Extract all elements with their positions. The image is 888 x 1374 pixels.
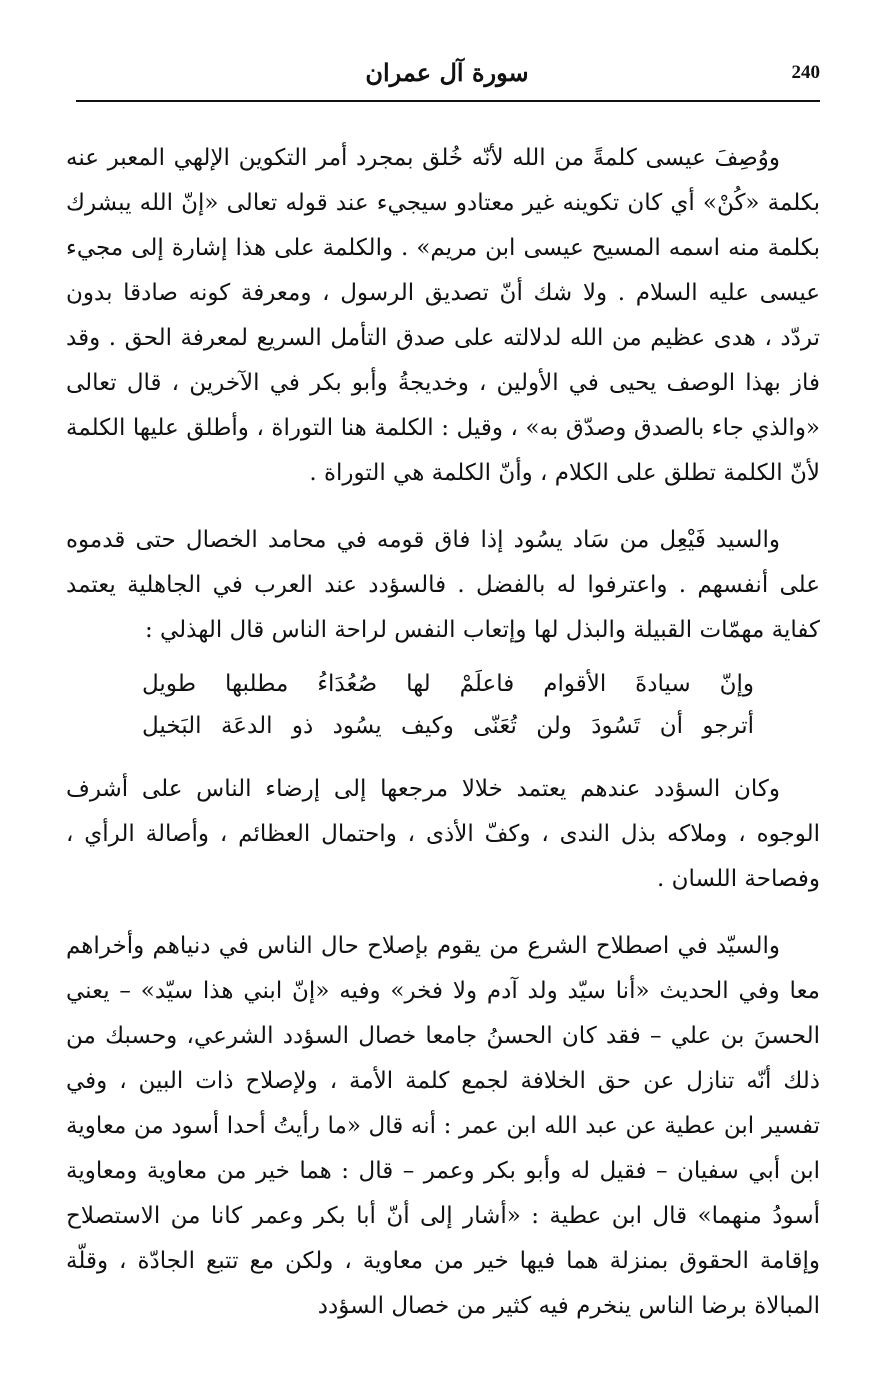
paragraph-sudad: وكان السؤدد عندهم يعتمد خلالا مرجعها إلى إرضاء الناس على أشرف الوجوه ، وملاكه بذل الندى ، وكفّ الأذى ، واحتمال العظائم ، وأصالة الرأي ، وفصاحة اللسان .: [66, 776, 820, 892]
poem-line: وإنّ سيادةَ الأقوام فاعلَمْ لها صُعُدَاءُ مطلبها طويل: [142, 671, 754, 697]
paragraph-sharia: والسيّد في اصطلاح الشرع من يقوم بإصلاح حال الناس في دنياهم وأخراهم معا وفي الحديث «أنا سيّد ولد آدم ولا فخر» وفيه «إنّ ابني هذا سيّد» – يعني الحسنَ بن علي – فقد كان الحسنُ جامعا خصال السؤدد الشرعي، وحسبك من ذلك أنّه تنازل عن حق الخلافة لجمع كلمة الأمة ، ولإصلاح ذات البين ، وفي تفسير ابن عطية عن عبد الله ابن عمر : أنه قال «ما رأيتُ أحدا أسود من معاوية ابن أبي سفيان – فقيل له وأبو بكر وعمر – قال : هما خير من معاوية ومعاوية أسودُ منهما» قال ابن عطية : «أشار إلى أنّ أبا بكر وعمر كانا من الاستصلاح وإقامة الحقوق بمنزلة هما فيها خير من معاوية ، ولكن مع تتبع الجادّة ، وقلّة المبالاة برضا الناس ينخرم فيه كثير من خصال السؤدد: [66, 933, 820, 1319]
poem-quotation: [66, 663, 820, 747]
page-header: [74, 58, 820, 98]
page-content: [66, 136, 820, 1329]
header-rule: [76, 100, 820, 102]
page-number: 240: [791, 62, 820, 83]
running-title: سورة آل عمران: [365, 58, 529, 87]
poem-line: أترجو أن تَسُودَ ولن تُعَنّى وكيف يسُود ذو الدعَة البَخيل: [142, 713, 754, 739]
paragraph-kalima: ووُصِفَ عيسى كلمةً من الله لأنّه خُلق بمجرد أمر التكوين الإلهي المعبر عنه بكلمة «كُنْ» أي كان تكوينه غير معتادو سيجيء عند قوله تعالى «إنّ الله يبشرك بكلمة منه اسمه المسيح عيسى ابن مريم» . والكلمة على هذا إشارة إلى مجيء عيسى عليه السلام . ولا شك أنّ تصديق الرسول ، ومعرفة كونه صادقا بدون تردّد ، هدى عظيم من الله لدلالته على صدق التأمل السريع لمعرفة الحق . وقد فاز بهذا الوصف يحيى في الأولين ، وخديجةُ وأبو بكر في الآخرين ، قال تعالى «والذي جاء بالصدق وصدّق به» ، وقيل : الكلمة هنا التوراة ، وأطلق عليها الكلمة لأنّ الكلمة تطلق على الكلام ، وأنّ الكلمة هي التوراة .: [66, 145, 820, 486]
paragraph-sayyid: والسيد فَيْعِل من سَاد يسُود إذا فاق قومه في محامد الخصال حتى قدموه على أنفسهم . واعترفوا له بالفضل . فالسؤدد عند العرب في الجاهلية يعتمد كفاية مهمّات القبيلة والبذل لها وإتعاب النفس لراحة الناس قال الهذلي :: [66, 527, 820, 643]
